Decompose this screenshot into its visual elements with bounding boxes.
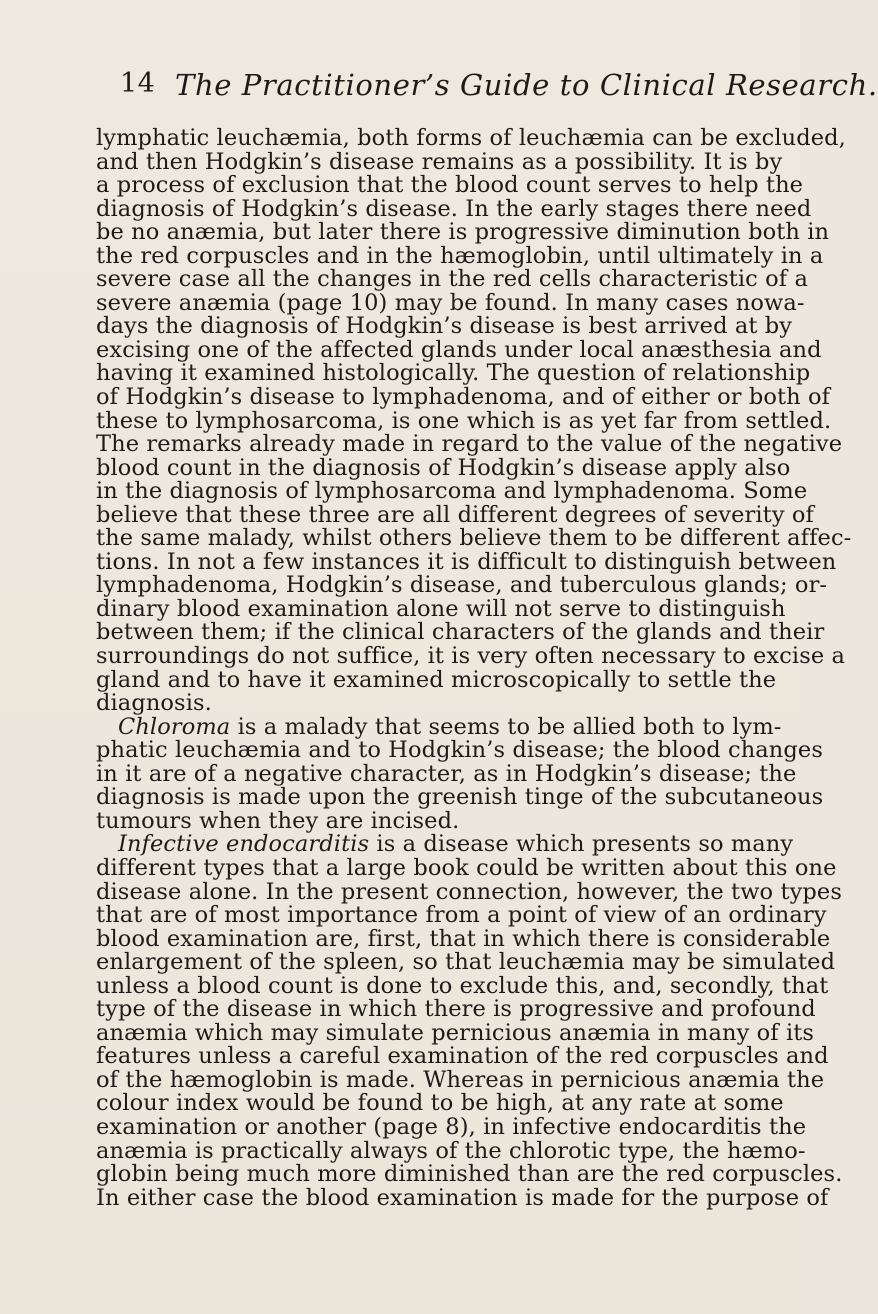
line-text: unless a blood count is done to exclude this, and, secondly, that [96,972,829,999]
line-text: In either case the blood examination is made for the purpose of [96,1184,829,1211]
line-text: days the diagnosis of Hodgkin’s disease is best arrived at by [96,313,793,340]
line-text: type of the disease in which there is progressive and profound [96,996,816,1023]
line-text: anæmia which may simulate pernicious anæmia in many of its [96,1019,815,1046]
text-line [96,289,805,316]
line-text: tumours when they are incised. [96,807,460,834]
line-text: surroundings do not suffice, it is very often necessary to excise a [96,643,846,670]
text-line [96,878,842,905]
line-text: features unless a careful examination of the red corpuscles and [96,1043,829,1070]
line-text: lymphatic leuchæmia, both forms of leuchæmia can be excluded, [96,125,846,151]
text-line [96,1161,843,1188]
text-line [96,949,836,976]
line-text: that are of most importance from a point of view of an ordinary [96,902,827,929]
text-line [96,195,812,222]
italic-term: Chloroma [118,713,231,740]
line-text: these to lymphosarcoma, is one which is as yet far from settled. [96,407,832,434]
italic-term: Infective endocarditis [118,831,370,858]
text-line [96,431,843,458]
line-text: the same malady, whilst others believe them to be different affec- [96,525,852,552]
line-text: a process of exclusion that the blood count serves to help the [96,172,804,199]
line-text: disease alone. In the present connection, however, the two types [96,878,842,905]
line-text: between them; if the clinical characters of the glands and their [96,619,825,646]
text-line [96,925,831,952]
text-line [96,854,837,881]
text-line [96,548,837,575]
running-title: The Practitioner’s Guide to Clinical Research. [175,68,878,102]
line-text: gland and to have it examined microscopically to settle the [96,666,777,693]
text-line [96,972,829,999]
line-text: diagnosis of Hodgkin’s disease. In the early stages there need [96,195,812,222]
text-line [96,242,824,269]
paragraph [96,125,852,717]
text-line [96,148,783,175]
line-text: blood examination are, first, that in which there is considerable [96,925,831,952]
text-line [96,525,852,552]
line-text: The remarks already made in regard to the value of the negative [96,431,843,458]
line-text: anæmia is practically always of the chlorotic type, the hæmo- [96,1137,806,1164]
line-text: believe that these three are all different degrees of severity of [96,501,814,528]
text-line [96,996,816,1023]
line-text: examination or another (page 8), in infective endocarditis the [96,1113,807,1140]
text-line [96,454,791,481]
text-line [96,1066,825,1093]
line-text: enlargement of the spleen, so that leuchæmia may be simulated [96,949,836,976]
line-text: colour index would be found to be high, at any rate at some [96,1090,784,1117]
text-line [96,643,846,670]
text-line [96,1184,829,1211]
body-text [96,125,852,1211]
line-text: globin being much more diminished than are the red corpuscles. [96,1161,843,1188]
text-line [96,125,846,151]
line-text: phatic leuchæmia and to Hodgkin’s disease; the blood changes [96,737,823,764]
text-line [96,336,822,363]
paragraph [96,713,824,834]
line-text: the red corpuscles and in the hæmoglobin, until ultimately in a [96,242,824,269]
line-text: severe case all the changes in the red cells characteristic of a [96,266,808,293]
line-text: and then Hodgkin’s disease remains as a possibility. It is by [96,148,783,175]
text-line [96,1113,807,1140]
text-line [96,313,793,340]
page-header [120,68,878,108]
text-line [96,478,808,505]
line-text: dinary blood examination alone will not serve to distinguish [96,595,786,622]
text-line [96,360,811,387]
text-line [96,831,794,858]
text-line [96,219,830,246]
text-line [96,807,736,834]
text-line [96,407,832,434]
text-line [96,572,828,599]
text-line [96,619,825,646]
text-line [96,1137,806,1164]
text-line [96,692,736,716]
text-line [96,172,804,199]
paragraph [96,831,843,1211]
line-text: tions. In not a few instances it is difficult to distinguish between [96,548,837,575]
line-text: diagnosis is made upon the greenish tinge of the subcutaneous [96,784,824,811]
line-text: be no anæmia, but later there is progressive diminution both in [96,219,830,246]
text-line [96,902,827,929]
text-line [96,713,782,740]
line-text: of the hæmoglobin is made. Whereas in pernicious anæmia the [96,1066,825,1093]
line-text: in it are of a negative character, as in Hodgkin’s disease; the [96,760,797,787]
text-line [96,760,797,787]
text-line [96,784,824,811]
line-text: is a disease which presents so many [369,831,794,858]
text-line [96,1019,815,1046]
line-text: is a malady that seems to be allied both to lym- [230,713,782,740]
line-text: different types that a large book could be written about this one [96,854,837,881]
text-line [96,737,823,764]
line-text: lymphadenoma, Hodgkin’s disease, and tuberculous glands; or- [96,572,828,599]
text-line [96,666,777,693]
line-text: severe anæmia (page 10) may be found. In many cases nowa- [96,289,805,316]
line-text: diagnosis. [96,690,212,717]
text-line [96,1090,784,1117]
line-text: in the diagnosis of lymphosarcoma and lymphadenoma. Some [96,478,808,505]
line-text: excising one of the affected glands under local anæsthesia and [96,336,822,363]
line-text: of Hodgkin’s disease to lymphadenoma, and of either or both of [96,384,831,411]
line-text: blood count in the diagnosis of Hodgkin’s disease apply also [96,454,791,481]
line-text: having it examined histologically. The question of relationship [96,360,811,387]
text-line [96,501,814,528]
page-number: 14 [120,68,156,99]
text-line [96,1043,829,1070]
text-line [96,384,831,411]
text-line [96,595,786,622]
text-line [96,266,808,293]
